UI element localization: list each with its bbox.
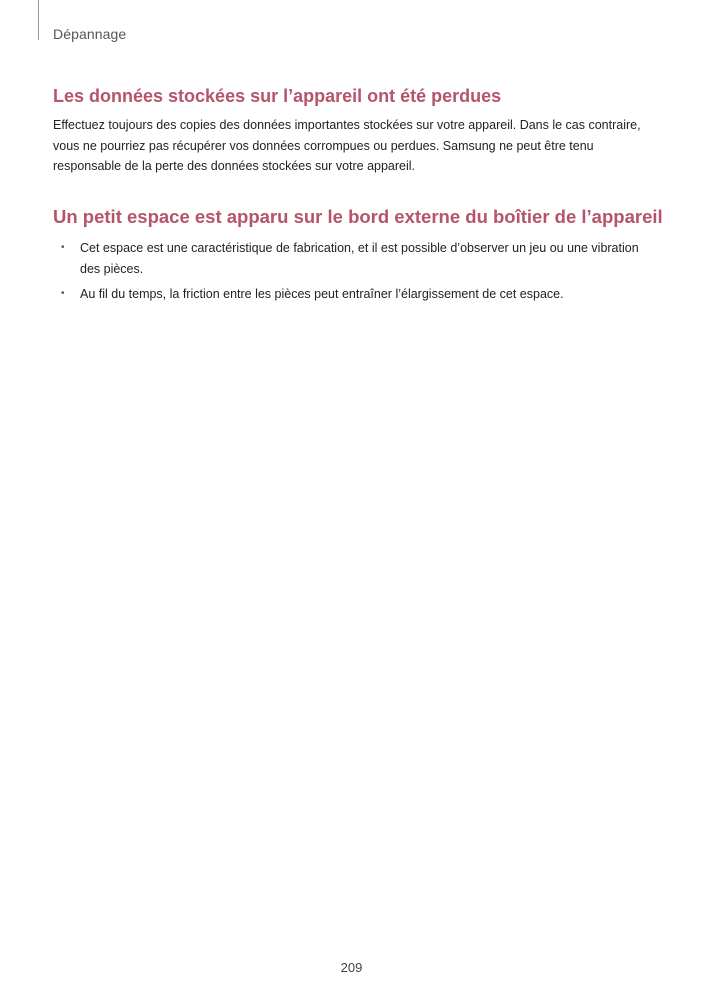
page-margin-rule bbox=[38, 0, 39, 40]
section-casing-gap bbox=[53, 206, 663, 310]
section-title: Un petit espace est apparu sur le bord externe du boîtier de l’appareil bbox=[53, 206, 663, 227]
page-number: 209 bbox=[340, 960, 363, 975]
list-item-text: Cet espace est une caractéristique de fabrication, et il est possible d’observer un jeu ou une vibration des pièces. bbox=[80, 241, 639, 276]
bullet-list bbox=[53, 238, 653, 305]
section-data-loss bbox=[53, 85, 653, 177]
list-item bbox=[53, 238, 653, 279]
bullet-icon: • bbox=[61, 288, 65, 299]
running-header: Dépannage bbox=[53, 26, 127, 42]
list-item bbox=[53, 284, 653, 305]
section-paragraph: Effectuez toujours des copies des données importantes stockées sur votre appareil. Dans le cas contraire, vous ne pourriez pas récupérer vos données corrompues ou perdues. Samsung ne peut être tenu responsable de la perte des données stockées sur votre appareil. bbox=[53, 118, 641, 173]
bullet-icon: • bbox=[61, 242, 65, 253]
list-item-text: Au fil du temps, la friction entre les pièces peut entraîner l’élargissement de cet espace. bbox=[80, 287, 564, 301]
section-title: Les données stockées sur l’appareil ont été perdues bbox=[53, 86, 502, 106]
